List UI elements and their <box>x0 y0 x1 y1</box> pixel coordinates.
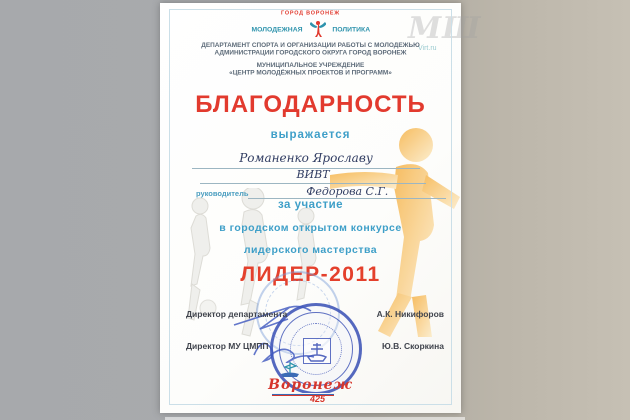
institution-line-1: МУНИЦИПАЛЬНОЕ УЧРЕЖДЕНИЕ <box>256 62 365 70</box>
institution-header <box>172 63 449 78</box>
youth-policy-logo <box>160 20 461 38</box>
dancing-person-logo-icon <box>310 20 326 38</box>
certificate-subtitle: выражается <box>270 129 351 141</box>
logo-city-label: ГОРОД ВОРОНЕЖ <box>281 10 340 17</box>
institution-line-2: «ЦЕНТР МОЛОДЁЖНЫХ ПРОЕКТОВ И ПРОГРАММ» <box>229 70 392 77</box>
signature-row <box>186 309 444 319</box>
photo-watermark-url: Virt.ru <box>418 45 437 52</box>
supervisor-label: руководитель <box>196 189 249 198</box>
award-reason-line-1: за участие <box>277 199 344 211</box>
department-line-2: АДМИНИСТРАЦИИ ГОРОДСКОГО ОКРУГА ГОРОД ВОРОНЕЖ <box>214 50 407 57</box>
voronezh-ship-icon <box>278 360 302 378</box>
signer-name: Ю.В. Скоркина <box>382 341 444 351</box>
contest-name: ЛИДЕР-2011 <box>240 263 381 286</box>
department-header <box>172 43 449 58</box>
certificate-paper <box>160 3 482 413</box>
signer-position: Директор департамента <box>186 309 288 319</box>
recipient-name-line: Романенко Ярославу <box>192 151 420 169</box>
signature-row <box>186 341 444 351</box>
certificate-title: БЛАГОДАРНОСТЬ <box>195 91 426 118</box>
award-reason-line-3: лидерского мастерства <box>243 244 378 256</box>
department-line-1: ДЕПАРТАМЕНТ СПОРТА И ОРГАНИЗАЦИИ РАБОТЫ С МОЛОДЕЖЬЮ <box>201 42 420 50</box>
signer-position: Директор МУ ЦМПП <box>186 341 269 351</box>
award-reason-line-2: в городском открытом конкурсе <box>219 222 402 234</box>
supervisor-line <box>196 184 446 199</box>
voronezh-logo-text: Воронеж <box>268 377 353 393</box>
recipient-org-line: ВИВТ <box>200 168 426 184</box>
signer-name: А.К. Никифоров <box>376 309 444 319</box>
logo-right-label: ПОЛИТИКА <box>332 25 371 33</box>
logo-left-label: МОЛОДЕЖНАЯ <box>251 25 303 33</box>
supervisor-name: Федорова С.Г. <box>248 185 446 199</box>
anniversary-number: 425 <box>310 394 326 404</box>
photo-watermark: МШ <box>408 11 482 46</box>
